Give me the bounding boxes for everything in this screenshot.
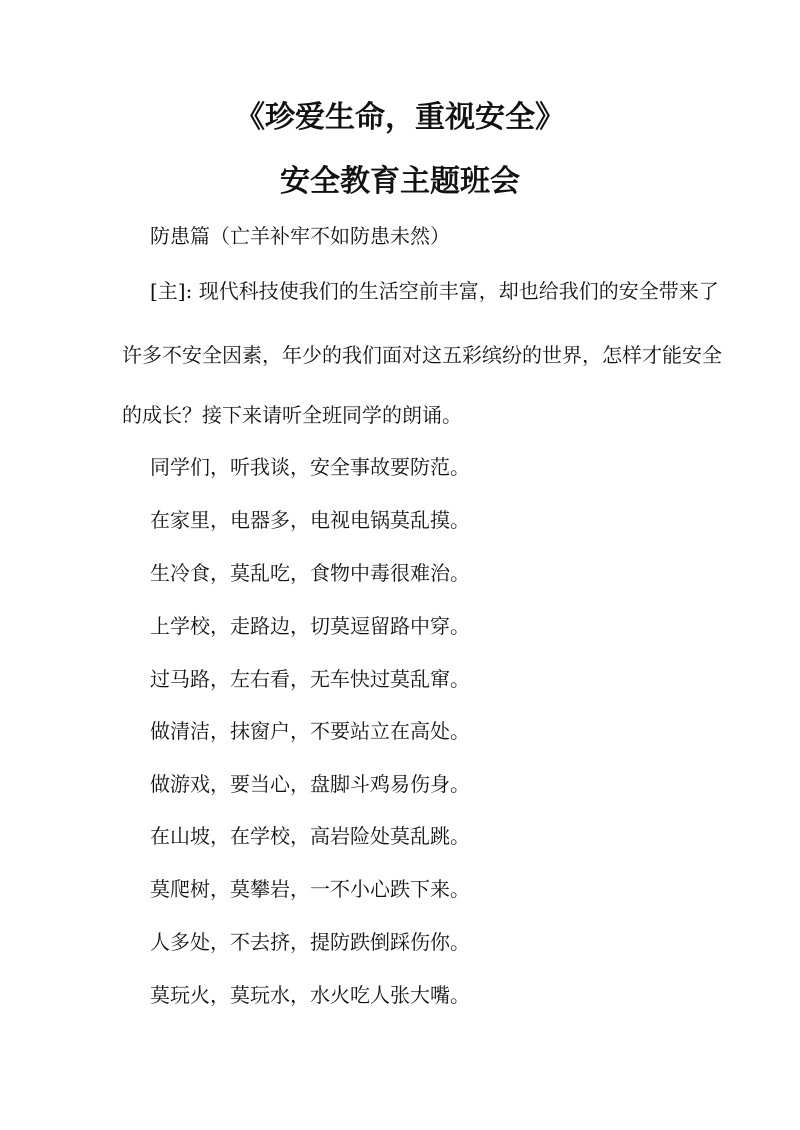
poem-line: 上学校，走路边，切莫逗留路中穿。 (150, 614, 470, 638)
poem-line: 在家里，电器多，电视电锅莫乱摸。 (150, 508, 470, 532)
document-title-line-2: 安全教育主题班会 (280, 164, 520, 199)
poem-line: 做清洁，抹窗户，不要站立在高处。 (150, 719, 470, 743)
poem-line: 莫爬树，莫攀岩，一不小心跌下来。 (150, 877, 470, 901)
intro-line: 许多不安全因素，年少的我们面对这五彩缤纷的世界，怎样才能安全 (122, 343, 722, 367)
poem-line: 同学们，听我谈，安全事故要防范。 (150, 455, 470, 479)
poem-line: 在山坡，在学校，高岩险处莫乱跳。 (150, 824, 470, 848)
poem-line: 过马路，左右看，无车快过莫乱窜。 (150, 667, 470, 691)
intro-line: [主]: 现代科技使我们的生活空前丰富，却也给我们的安全带来了 (150, 279, 719, 303)
intro-line: 的成长？接下来请听全班同学的朗诵。 (122, 403, 462, 427)
poem-line: 生冷食，莫乱吃，食物中毒很难治。 (150, 561, 470, 585)
poem-line: 做游戏，要当心，盘脚斗鸡易伤身。 (150, 772, 470, 796)
poem-line: 人多处，不去挤，提防跌倒踩伤你。 (150, 930, 470, 954)
poem-line: 莫玩火，莫玩水，水火吃人张大嘴。 (150, 983, 470, 1007)
document-title-line-1: 《珍爱生命，重视安全》 (235, 100, 565, 135)
section-heading: 防患篇（亡羊补牢不如防患未然） (150, 224, 450, 248)
